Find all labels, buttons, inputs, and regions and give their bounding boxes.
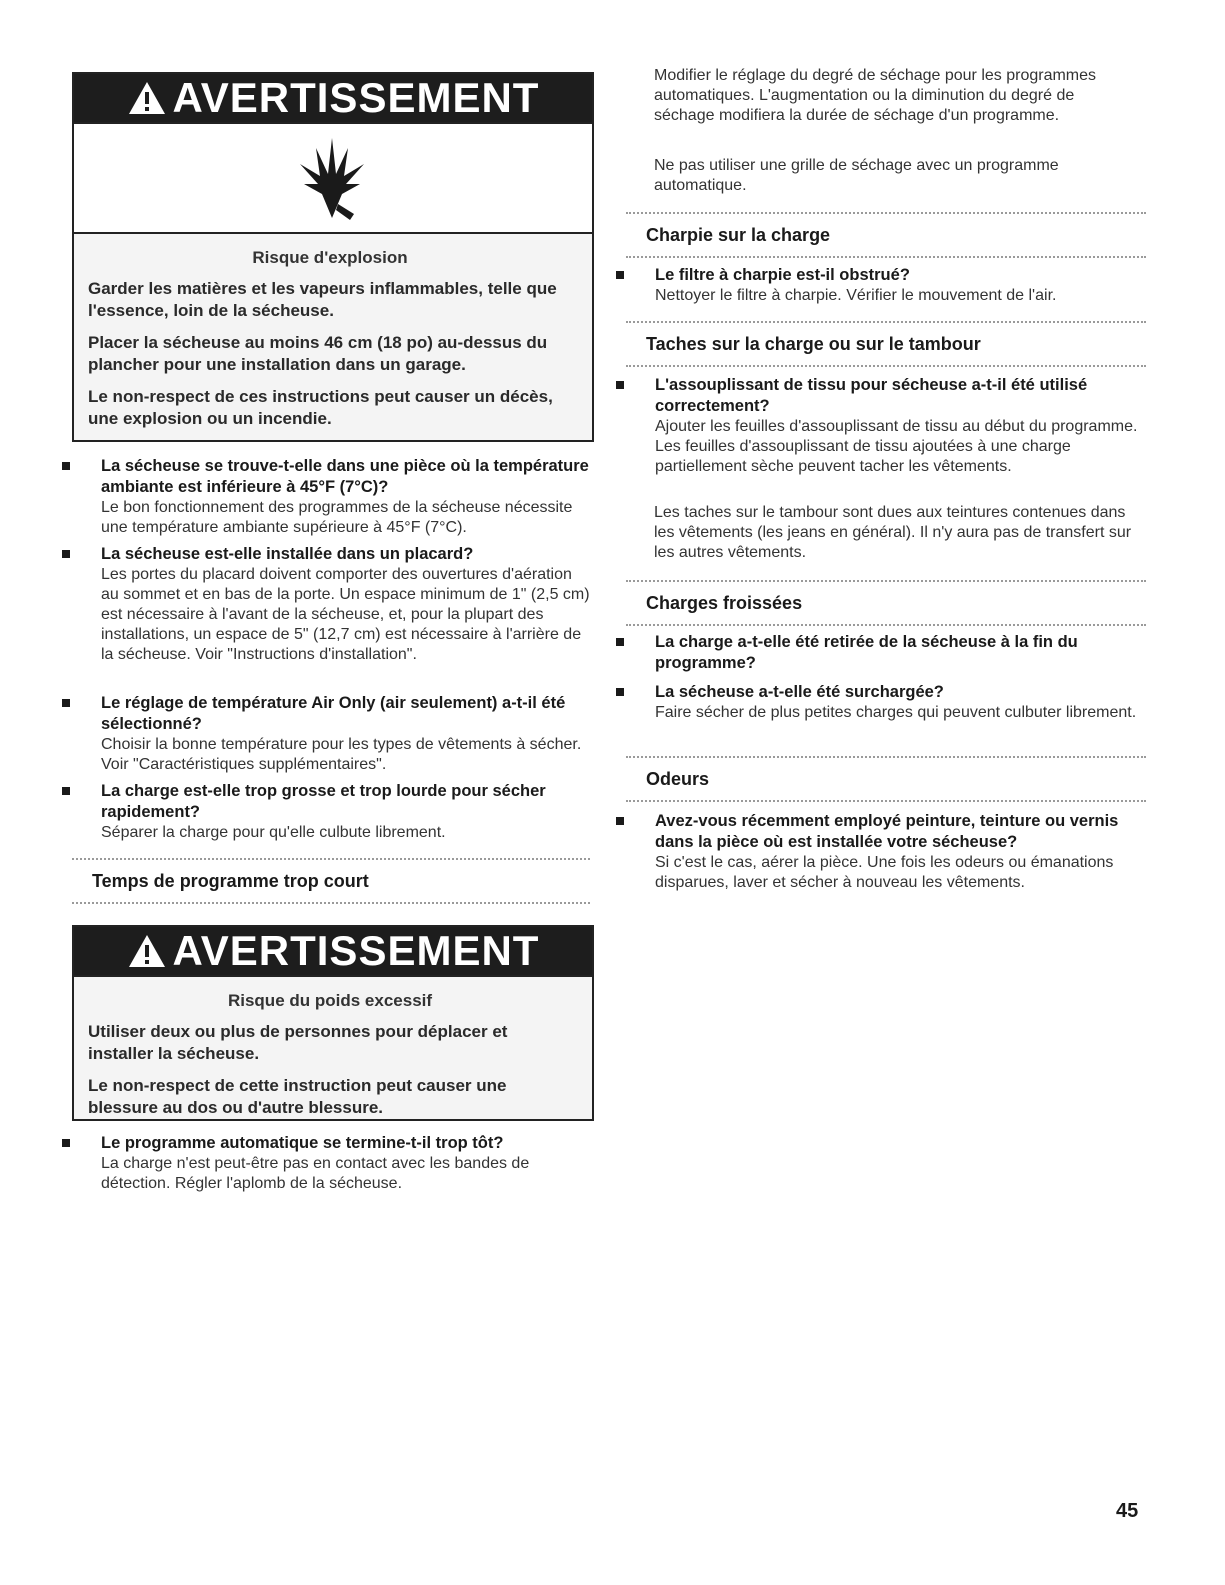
page-number: 45 <box>1116 1500 1139 1522</box>
warning-header <box>74 927 592 977</box>
answer: Ajouter les feuilles d'assouplissant de tissu au début du programme. Les feuilles d'assouplissant de tissu ajoutées à une charge partiellement sèche peuvent tacher les vêtements. <box>655 418 1138 475</box>
bullet-icon <box>62 550 70 558</box>
section-title: Taches sur la charge ou sur le tambour <box>646 333 981 354</box>
warning-title: AVERTISSEMENT <box>172 74 540 121</box>
question: Avez-vous récemment employé peinture, teinture ou vernis dans la pièce où est installée votre sécheuse? <box>655 812 1119 851</box>
section-header <box>626 212 1146 258</box>
stains-note: Les taches sur le tambour sont dues aux teintures contenues dans les vêtements (les jeans en général). Il n'y aura pas de transfert sur les autres vêtements. <box>654 504 1132 561</box>
list-item <box>62 456 592 538</box>
section-title: Temps de programme trop court <box>92 870 369 891</box>
bullet-icon <box>616 638 624 646</box>
risk-label: Risque d'explosion <box>252 248 408 267</box>
warning-text: Le non-respect de ces instructions peut causer un décès, une explosion ou un incendie. <box>88 387 553 428</box>
section-header <box>626 580 1146 626</box>
bullet-icon <box>62 787 70 795</box>
list-item <box>616 682 1146 723</box>
answer: Nettoyer le filtre à charpie. Vérifier le mouvement de l'air. <box>655 287 1057 304</box>
warning-box-weight <box>72 925 594 1121</box>
list-item <box>62 693 592 775</box>
risk-label: Risque du poids excessif <box>227 991 433 1010</box>
bullet-icon <box>616 817 624 825</box>
warning-triangle-icon <box>127 80 167 116</box>
answer: Choisir la bonne température pour les types de vêtements à sécher. Voir "Caractéristiques supplémentaires". <box>101 736 582 773</box>
bullet-icon <box>616 381 624 389</box>
section-title: Charpie sur la charge <box>646 224 831 245</box>
question: La sécheuse a-t-elle été surchargée? <box>655 683 944 701</box>
section-header <box>626 321 1146 367</box>
section-header <box>72 858 590 904</box>
list-item <box>616 811 1146 893</box>
section-title: Charges froissées <box>646 592 803 613</box>
bullet-icon <box>62 699 70 707</box>
bullet-icon <box>62 1139 70 1147</box>
warning-text: Le non-respect de cette instruction peut causer une blessure au dos ou d'autre blessure. <box>88 1076 507 1117</box>
warning-text: Placer la sécheuse au moins 46 cm (18 po) au-dessus du plancher pour une installation dans un garage. <box>88 333 548 374</box>
warning-triangle-icon <box>127 933 167 969</box>
answer: La charge n'est peut-être pas en contact avec les bandes de détection. Régler l'aplomb de la sécheuse. <box>101 1155 530 1192</box>
section-title: Odeurs <box>646 768 710 789</box>
bullet-icon <box>62 462 70 470</box>
bullet-icon <box>616 271 624 279</box>
answer: Faire sécher de plus petites charges qui peuvent culbuter librement. <box>655 704 1137 721</box>
list-item <box>62 544 592 665</box>
question: Le filtre à charpie est-il obstrué? <box>655 266 910 284</box>
list-item <box>62 781 592 843</box>
intro-text: Modifier le réglage du degré de séchage pour les programmes automatiques. L'augmentation ou la diminution du degré de séchage modifiera la durée de séchage d'un programme. <box>654 67 1097 124</box>
question: Le programme automatique se termine-t-il trop tôt? <box>101 1134 504 1152</box>
warning-title: AVERTISSEMENT <box>172 927 540 974</box>
list-item <box>616 265 1146 306</box>
section-header <box>626 756 1146 802</box>
question: La sécheuse est-elle installée dans un placard? <box>101 545 474 563</box>
answer: Le bon fonctionnement des programmes de la sécheuse nécessite une température ambiante supérieure à 45°F (7°C). <box>101 499 573 536</box>
question: La charge est-elle trop grosse et trop lourde pour sécher rapidement? <box>101 782 546 821</box>
answer: Les portes du placard doivent comporter des ouvertures d'aération au sommet et en bas de la porte. Un espace minimum de 1" (2,5 cm) est nécessaire à l'avant de la sécheuse, et, pour la plupart des installations, un espace de 5" (12,7 cm) est nécessaire à l'arrière de la sécheuse. Voir "Instructions d'installation". <box>101 566 590 663</box>
intro-text: Ne pas utiliser une grille de séchage avec un programme automatique. <box>654 157 1059 194</box>
bullet-icon <box>616 688 624 696</box>
answer: Séparer la charge pour qu'elle culbute librement. <box>101 824 446 841</box>
answer: Si c'est le cas, aérer la pièce. Une fois les odeurs ou émanations disparues, laver et sécher à nouveau les vêtements. <box>655 854 1114 891</box>
list-item <box>616 375 1146 477</box>
question: La charge a-t-elle été retirée de la sécheuse à la fin du programme? <box>655 633 1078 672</box>
list-item <box>616 632 1146 674</box>
warning-header <box>74 74 592 124</box>
question: La sécheuse se trouve-t-elle dans une pièce où la température ambiante est inférieure à 45°F (7°C)? <box>101 457 589 496</box>
warning-text: Utiliser deux ou plus de personnes pour déplacer et installer la sécheuse. <box>88 1022 508 1063</box>
warning-text: Garder les matières et les vapeurs inflammables, telle que l'essence, loin de la sécheuse. <box>88 279 557 320</box>
explosion-icon <box>292 134 372 224</box>
question: L'assouplissant de tissu pour sécheuse a-t-il été utilisé correctement? <box>655 376 1088 415</box>
question: Le réglage de température Air Only (air seulement) a-t-il été sélectionné? <box>101 694 566 733</box>
list-item <box>62 1133 592 1194</box>
warning-box-explosion <box>72 72 594 442</box>
